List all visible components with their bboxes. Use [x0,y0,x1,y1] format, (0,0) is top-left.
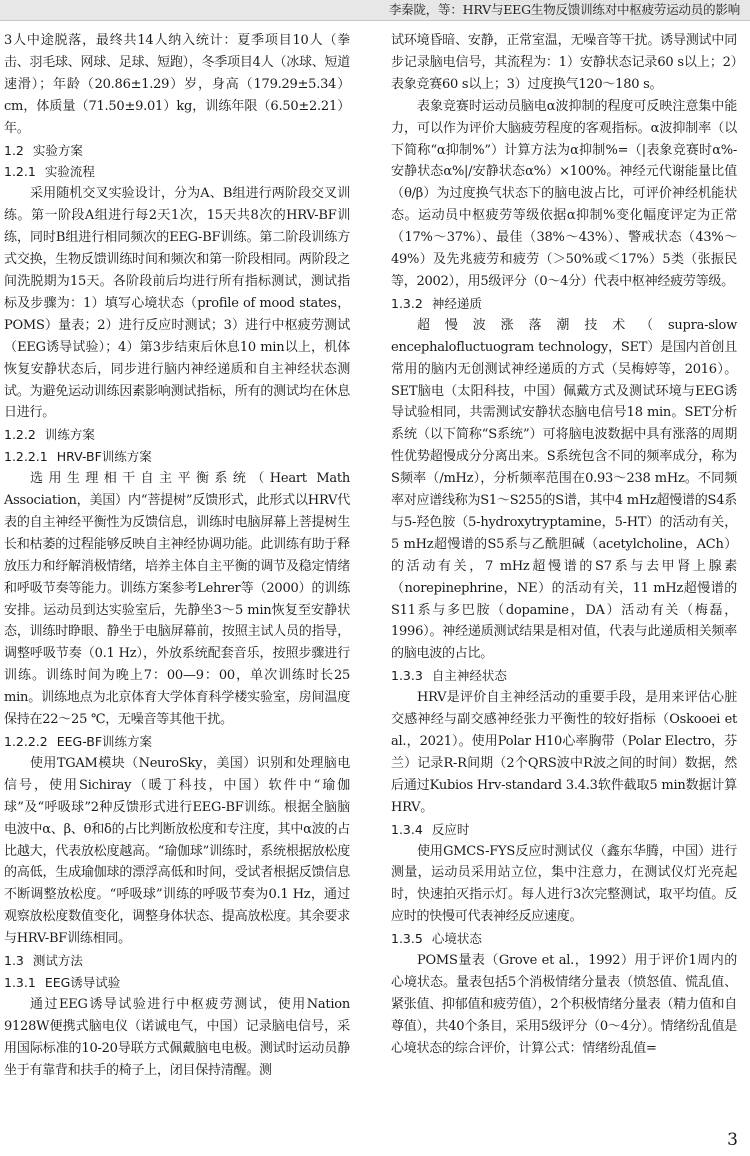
page-number: 3 [727,1130,738,1150]
section-title: 心境状态 [431,931,482,947]
section-title: EEG-BF训练方案 [56,734,153,749]
section-number: 1.3.2 [391,295,423,311]
section-heading [4,424,350,446]
section-number: 1.3 [4,953,24,969]
section-heading [4,972,350,994]
section-title: HRV-BF训练方案 [56,449,152,465]
right-column [391,30,737,1060]
paragraph: 采用随机交叉实验设计，分为A、B组进行两阶段交叉训练。第一阶段A组进行每2天1次，15天共8次的HRV-BF训练，同时B组进行相同频次的EEG-BF训练。第二阶段训练方式交换，生物反馈训练时间和频次和第一阶段相同。两阶段之间洗脱期为15天。各阶段前后均进行所有指标测试，测试指标及步骤为：1）填写心境状态（profile of mood states，POMS）量表；2）进行反应时测试；3）进行中枢疲劳测试（EEG诱导试验）；4）第3步结束后休息10 min以上，机体恢复安静状态后，同步进行脑内神经递质和自主神经状态测试。为避免运动训练因素影响测试指标，所有的测试均在休息日进行。 [4,186,350,421]
section-heading [391,293,737,315]
paragraph: 使用TGAM模块（NeuroSky，美国）识别和处理脑电信号，使用Sichiray（暖丁科技，中国）软件中“瑜伽球”及“呼吸球”2种反馈形式进行EEG-BF训练。根据全脑脑电波中α、β、θ和δ的占比判断放松度和专注度，其中α波的占比越大，代表放松度越高。“瑜伽球”训练时，系统根据放松度的高低，生成瑜伽球的漂浮高低和时间，受试者根据反馈信息不断调整放松度。“呼吸球”训练的呼吸节奏为0.1 Hz，通过观察放松度数值变化，调整身体状态、提高放松度。其余要求与HRV-BF训练相同。 [4,755,350,947]
left-column [4,30,350,1082]
section-heading [4,446,350,468]
section-heading [391,665,737,687]
section-title: 自主神经状态 [431,668,507,684]
section-title: 实验方案 [32,142,83,158]
paragraph: 超慢波涨落潮技术（supra-slow encephalofluctuogram technology，SET）是国内首创且常用的脑内无创测试神经递质的方式（吴梅婷等，2016）。SET脑电（太阳科技，中国）佩戴方式及测试环境与EEG诱导试验相同，共需测试安静状态脑电信号18 min。SET分析系统（以下简称“S系统”）可将脑电波数据中具有涨落的周期性优势超慢成分分离出来。S系统包含不同的频率成分，称为S频率（/mHz），分析频率范围在0.93～238 mHz。不同频率对应谱线称为S1～S255的S谱，其中4 mHz超慢谱的S4系与5-羟色胺（5-hydroxytryptamine，5-HT）的活动有关，5 mHz超慢谱的S5系与乙酰胆碱（acetylcholine，ACh）的活动有关，7 mHz超慢谱的S7系与去甲肾上腺素（norepinephrine，NE）的活动有关，11 mHz超慢谱的S11系与多巴胺（dopamine，DA）活动有关（梅磊，1996）。神经递质测试结果是相对值，代表与此递质相关频率的脑电波的占比。 [391,317,737,662]
paragraph: HRV是评价自主神经活动的重要手段，是用来评估心脏交感神经与副交感神经张力平衡性的较好指标（Oskooei et al.，2021）。使用Polar H10心率胸带（Polar Electro，芬兰）记录R-R间期（2个QRS波中R波之间的时间）数据，然后通过Kubios Hrv-standard 3.4.3软件截取5 min数据计算HRV。 [391,690,737,815]
paragraph: 3人中途脱落，最终共14人纳入统计：夏季项目10人（拳击、羽毛球、网球、足球、短跑），冬季项目4人（冰球、短道速滑）；年龄（20.86±1.29）岁，身高（179.29±5.34）cm，体质量（71.50±9.01）kg，训练年限（6.50±2.21）年。 [4,33,350,136]
section-heading [4,731,350,753]
section-heading [4,161,350,183]
section-title: 反应时 [431,821,470,837]
section-number: 1.3.5 [391,931,423,947]
paragraph: POMS量表（Grove et al.，1992）用于评价1周内的心境状态。量表包括5个消极情绪分量表（愤怒值、慌乱值、紧张值、抑郁值和疲劳值），2个积极情绪分量表（精力值和自尊值），共40个条目，采用5级评分（0～4分）。情绪纷乱值是心境状态的综合评价，计算公式：情绪纷乱值= [391,953,737,1056]
section-number: 1.2.2.2 [4,734,48,749]
section-heading [4,140,350,162]
paragraph: 试环境昏暗、安静，正常室温，无噪音等干扰。诱导测试中同步记录脑电信号，其流程为：1）安静状态记录60 s以上；2）表象竞赛60 s以上；3）过度换气120～180 s。 [391,33,737,92]
section-number: 1.3.4 [391,821,423,837]
section-title: EEG诱导试验 [44,974,121,990]
paragraph: 选用生理相干自主平衡系统（Heart Math Association，美国）内“菩提树”反馈形式，此形式以HRV代表的自主神经平衡性为反馈信息，训练时电脑屏幕上菩提树生长和枯萎的过程能够反映自主神经协调功能。此训练有助于释放压力和纾解消极情绪，培养主体自主平衡的调节及稳定情绪和呼吸节奏等能力。训练方案参考Lehrer等（2000）的训练安排。运动员到达实验室后，先静坐3～5 min恢复至安静状态，训练时睁眼、静坐于电脑屏幕前，按照主试人员的指导，调整呼吸节奏（0.1 Hz），外放系统配套音乐，按照步骤进行训练。训练时间为晚上7：00—9：00，单次训练时长25 min。训练地点为北京体育大学体育科学楼实验室，房间温度保持在22～25 ℃，无噪音等其他干扰。 [4,471,350,728]
section-heading [391,928,737,950]
section-title: 神经递质 [431,295,482,311]
section-heading [391,819,737,841]
section-title: 测试方法 [32,953,83,969]
section-number: 1.3.1 [4,974,36,990]
section-number: 1.2.2.1 [4,449,48,465]
section-number: 1.2.2 [4,427,36,443]
paragraph: 表象竞赛时运动员脑电α波抑制的程度可反映注意集中能力，可以作为评价大脑疲劳程度的客观指标。α波抑制率（以下简称“α抑制%”）计算方法为α抑制%=（|表象竞赛时α%-安静状态α%|/安静状态α%）×100%。神经元代谢能量比值（θ/β）为过度换气状态下的脑电波占比，可评价神经机能状态。运动员中枢疲劳等级依据α抑制%变化幅度评定为正常（17%～37%）、最佳（38%～43%）、警戒状态（43%～49%）及先兆疲劳和疲劳（＞50%或＜17%）5类（张振民等，2002），用5级评分（0～4分）代表中枢神经疲劳等级。 [391,98,737,289]
section-number: 1.2.1 [4,164,36,180]
section-number: 1.3.3 [391,668,423,684]
section-title: 实验流程 [44,164,95,180]
section-number: 1.2 [4,142,24,158]
paragraph: 使用GMCS-FYS反应时测试仪（鑫东华腾，中国）进行测量，运动员采用站立位，集中注意力，在测试仪灯光亮起时，快速拍灭指示灯。每人进行3次完整测试，取平均值。反应时的快慢可代表神经反应速度。 [391,843,737,925]
paragraph: 通过EEG诱导试验进行中枢疲劳测试，使用Nation 9128W便携式脑电仪（诺诚电气，中国）记录脑电信号，采用国际标准的10-20导联方式佩戴脑电电极。测试时运动员静坐于有靠背和扶手的椅子上，闭目保持清醒。测 [4,996,350,1078]
running-head: 李秦陇，等：HRV与EEG生物反馈训练对中枢疲劳运动员的影响 [0,0,750,21]
section-title: 训练方案 [44,427,95,443]
section-heading [4,950,350,972]
